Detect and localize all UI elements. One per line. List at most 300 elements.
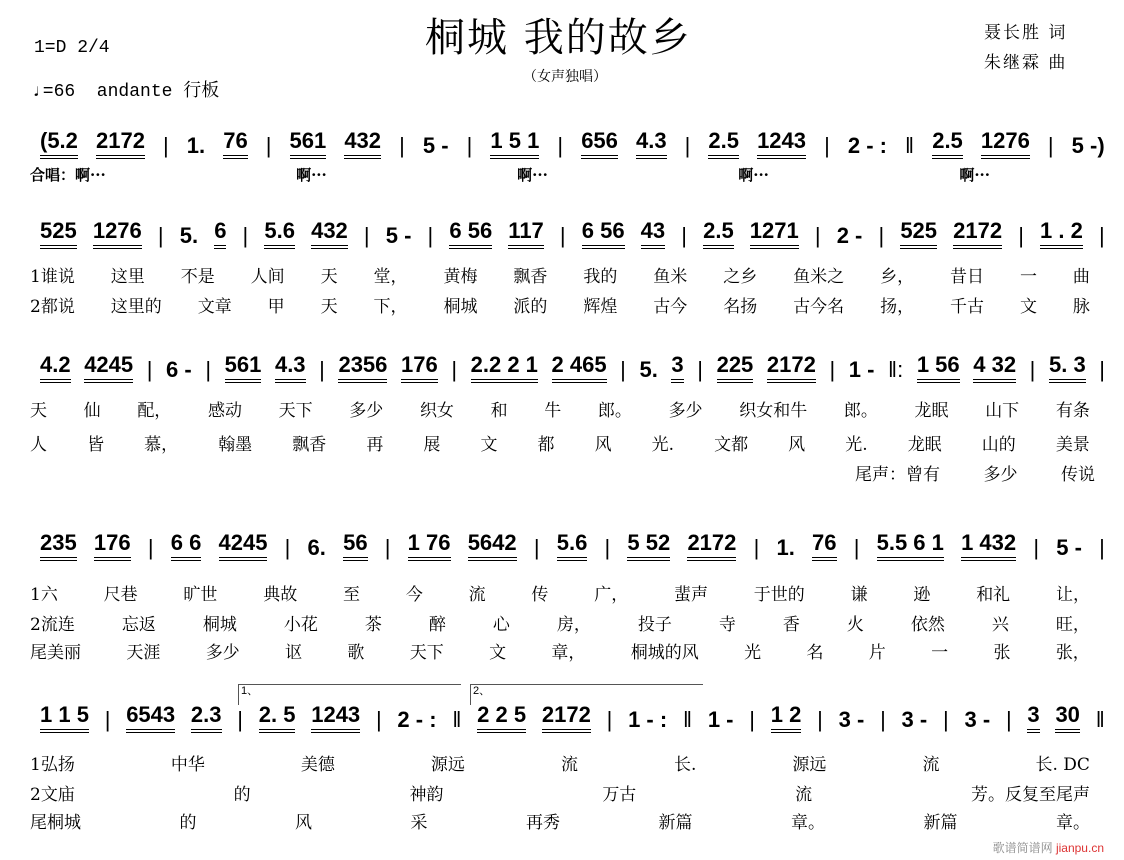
lyric-word: 源远 [430, 755, 465, 775]
lyric-word: 流 [560, 755, 578, 775]
lyric-word: 依然 [910, 615, 945, 635]
lyric-word: 1谁说 [30, 267, 75, 287]
lyric-word: 于世的 [753, 585, 805, 605]
note-group: 1243 [757, 128, 806, 159]
lyric-word: 茶 [364, 615, 382, 635]
lyric-word: 广， [594, 585, 629, 605]
note-group: 656 [581, 128, 618, 159]
note-group: 2172 [96, 128, 145, 159]
lyric-word: 人 [30, 435, 47, 455]
lyric-word: 山的 [981, 435, 1016, 455]
lyric-word: 啊··· [959, 166, 990, 184]
note-group: 561 [290, 128, 327, 159]
lyric-word: 甲 [267, 297, 285, 317]
note-group: 2. 5 [259, 702, 296, 733]
barline: | [684, 133, 691, 158]
barline: | [427, 223, 434, 248]
barline: | [1005, 707, 1012, 732]
lyric-word: 尾声：曾有 [855, 465, 940, 485]
lyric-word: 流 [468, 585, 486, 605]
lyrics-line [30, 292, 1090, 317]
lyric-word: 名 [806, 643, 824, 663]
barline: | [814, 223, 821, 248]
staff-line [40, 702, 1105, 733]
lyric-word: 天下 [409, 643, 444, 663]
lyric-word: 派的 [513, 297, 548, 317]
note-group: 5 52 [627, 530, 670, 561]
lyric-word: 长. DC [1035, 755, 1090, 775]
barline: | [147, 535, 154, 560]
lyric-word: 古今名 [793, 297, 845, 317]
note-group: 2172 [687, 530, 736, 561]
watermark-cn: 歌谱简谱网 [992, 841, 1053, 855]
staff-line [40, 218, 1105, 249]
note-group: 1 56 [917, 352, 960, 383]
note-group: 43 [641, 218, 665, 249]
lyric-word: 天 [320, 267, 338, 287]
lyric-word: 天 [30, 401, 47, 421]
note-group: 561 [225, 352, 262, 383]
barline: | [817, 707, 823, 732]
barline: | [205, 357, 212, 382]
lyric-word: 香 [782, 615, 800, 635]
barline: ‖: [888, 357, 904, 382]
note-group: 2 - : [847, 133, 887, 158]
barline: | [1047, 133, 1054, 158]
lyric-word: 文 [1019, 297, 1037, 317]
lyric-word: 啊··· [296, 166, 327, 184]
note-group: 4245 [84, 352, 133, 383]
lyric-word: 昔日 [950, 267, 985, 287]
barline: | [606, 707, 613, 732]
barline: | [557, 133, 564, 158]
note-group: 4 32 [973, 352, 1016, 383]
lyric-word: 2流连 [30, 615, 75, 635]
lyric-word: 传 [531, 585, 549, 605]
note-group: 3 [671, 352, 683, 383]
note-group: 76 [223, 128, 247, 159]
lyric-word: 的 [179, 813, 197, 833]
lyric-word: 今 [405, 585, 423, 605]
barline: | [466, 133, 473, 158]
lyric-word: 火 [846, 615, 864, 635]
lyric-word: 美德 [300, 755, 335, 775]
lyric-word: 谦 [850, 585, 868, 605]
lyric-word: 典故 [263, 585, 298, 605]
note-group: 2.2 2 1 [471, 352, 538, 383]
note-group: 6. [307, 535, 326, 560]
lyric-word: 这里 [110, 267, 145, 287]
lyric-word: 多少 [668, 401, 703, 421]
lyric-word: 合唱：啊··· [30, 166, 106, 184]
note-group: 235 [40, 530, 77, 561]
note-group: 4245 [219, 530, 268, 561]
note-group: 1 1 5 [40, 702, 89, 733]
note-group: 5. [179, 223, 199, 248]
barline: | [1099, 357, 1105, 382]
note-group: 176 [401, 352, 438, 383]
note-group: 1 5 1 [490, 128, 539, 159]
lyric-word: 脉 [1072, 297, 1090, 317]
barline: | [375, 707, 382, 732]
lyric-word: 郎。 [843, 401, 878, 421]
lyric-word: 桐城 [443, 297, 478, 317]
lyric-word: 千古 [950, 297, 985, 317]
note-group: 5 - [1056, 535, 1082, 560]
lyric-word: 尺巷 [103, 585, 138, 605]
note-group: 30 [1055, 702, 1079, 733]
barline: | [363, 223, 370, 248]
lyric-word: 名扬 [723, 297, 758, 317]
lyric-word: 飘香 [513, 267, 548, 287]
barline: | [384, 535, 391, 560]
lyric-word: 1弘扬 [30, 755, 75, 775]
lyric-word: 美景 [1055, 435, 1090, 455]
staff-line [40, 128, 1105, 159]
lyric-word: 织女和牛 [739, 401, 808, 421]
note-group: 6 6 [171, 530, 202, 561]
lyric-word: 1六 [30, 585, 58, 605]
lyric-word: 2文庙 [30, 785, 75, 805]
note-group: 2.5 [708, 128, 739, 159]
lyric-word: 多少 [983, 465, 1018, 485]
barline: | [533, 535, 540, 560]
note-group: 5 -) [1071, 133, 1105, 158]
note-group: 3 - [964, 707, 991, 732]
lyrics-line [30, 262, 1090, 287]
note-group: 1276 [93, 218, 142, 249]
note-group: 1 - : [628, 707, 668, 732]
barline: ‖ [905, 133, 915, 158]
barline: | [284, 535, 291, 560]
barline: | [604, 535, 611, 560]
lyric-word: 一 [931, 643, 949, 663]
note-group: 76 [812, 530, 836, 561]
lyric-word: 有条 [1055, 401, 1090, 421]
note-group: 5642 [468, 530, 517, 561]
lyric-word: 这里的 [110, 297, 162, 317]
lyric-word: 新篇 [923, 813, 958, 833]
note-group: 2356 [338, 352, 387, 383]
note-group: 56 [343, 530, 367, 561]
lyric-word: 织女 [419, 401, 454, 421]
lyric-word: 文都 [714, 435, 749, 455]
note-group: 5. [639, 357, 658, 382]
lyric-word: 文 [480, 435, 498, 455]
note-group: 1243 [311, 702, 360, 733]
note-group: 6 - [166, 357, 192, 382]
lyric-word: 的 [233, 785, 251, 805]
lyric-word: 郎。 [597, 401, 632, 421]
barline: | [1033, 535, 1040, 560]
barline: | [451, 357, 458, 382]
watermark-url: jianpu.cn [1055, 841, 1104, 855]
lyric-word: 光 [744, 643, 762, 663]
lyric-word: 风 [295, 813, 312, 833]
lyric-word: 新篇 [658, 813, 693, 833]
note-group: 2172 [767, 352, 816, 383]
barline: | [681, 223, 687, 248]
note-group: 2.3 [191, 702, 222, 733]
lyric-word: 配， [137, 401, 172, 421]
lyric-word: 鱼米之 [793, 267, 845, 287]
lyric-word: 章。 [791, 813, 825, 833]
barline: | [237, 707, 243, 732]
lyric-word: 一 [1019, 267, 1037, 287]
note-group: 2172 [953, 218, 1002, 249]
lyric-word: 之乡 [723, 267, 758, 287]
lyric-word: 风 [594, 435, 612, 455]
note-group: 1276 [981, 128, 1030, 159]
note-group: 4.2 [40, 352, 71, 383]
key-signature: 1=D 2/4 [34, 38, 110, 58]
barline: | [399, 133, 405, 158]
note-group: 2 2 5 [477, 702, 526, 733]
lyric-word: 章， [551, 643, 586, 663]
lyric-word: 片 [868, 643, 886, 663]
note-group: 5 - [385, 223, 412, 248]
barline: | [242, 223, 249, 248]
barline: | [1098, 223, 1105, 248]
volta-1 [238, 684, 461, 705]
note-group: 432 [311, 218, 348, 249]
lyric-word: 芳。反复至尾声 [970, 785, 1090, 805]
barline: | [319, 357, 325, 382]
lyric-word: 和礼 [976, 585, 1011, 605]
barline: | [853, 535, 860, 560]
lyric-word: 逊 [913, 585, 931, 605]
lyrics-line [30, 750, 1090, 775]
song-title: 桐城 我的故乡 [425, 15, 692, 61]
lyric-word: 古今 [653, 297, 688, 317]
lyric-word: 寺 [718, 615, 736, 635]
lyric-word: 尾美丽 [30, 643, 81, 663]
lyric-word: 桐城的风 [630, 643, 699, 663]
lyric-word: 天下 [278, 401, 313, 421]
lyric-word: 皆 [87, 435, 105, 455]
lyric-word: 都 [537, 435, 555, 455]
note-group: 5.5 6 1 [877, 530, 944, 561]
lyric-word: 让， [1055, 585, 1090, 605]
lyrics-line [30, 638, 1090, 663]
lyric-word: 旷世 [183, 585, 218, 605]
lyric-word: 中华 [170, 755, 205, 775]
barline: ‖ [452, 707, 462, 732]
lyric-word: 下， [373, 297, 408, 317]
barline: ‖ [1095, 707, 1105, 732]
note-group: 4.3 [275, 352, 306, 383]
note-group: 3 [1027, 702, 1039, 733]
barline: | [753, 535, 760, 560]
lyric-word: 文 [489, 643, 507, 663]
lyric-word: 小花 [283, 615, 318, 635]
lyric-word: 感动 [207, 401, 242, 421]
lyric-word: 龙眠 [907, 435, 942, 455]
barline: | [697, 357, 703, 382]
barline: | [1099, 535, 1105, 560]
lyric-word: 源远 [792, 755, 827, 775]
lyric-word: 歌 [347, 643, 365, 663]
note-group: 432 [344, 128, 381, 159]
lyric-word: 张 [993, 643, 1011, 663]
lyric-word: 慕， [144, 435, 179, 455]
lyric-word: 至 [343, 585, 361, 605]
note-group: 2 - : [397, 707, 437, 732]
staff-line [40, 530, 1105, 561]
note-group: 1 76 [408, 530, 451, 561]
lyric-word: 万古 [602, 785, 637, 805]
volta-2 [470, 684, 703, 705]
lyric-word: 和 [490, 401, 508, 421]
barline: | [163, 133, 169, 158]
lyric-word: 仙 [83, 401, 101, 421]
lyric-word: 心 [492, 615, 510, 635]
lyric-word: 山下 [985, 401, 1020, 421]
barline: | [829, 357, 836, 382]
lyric-word: 再秀 [526, 813, 560, 833]
lyric-word: 章。 [1056, 813, 1090, 833]
lyric-word: 翰墨 [218, 435, 253, 455]
lyric-word: 再 [366, 435, 384, 455]
lyric-word: 不是 [180, 267, 215, 287]
lyric-word: 堂， [373, 267, 408, 287]
note-group: 1271 [750, 218, 799, 249]
lyric-word: 忘返 [121, 615, 156, 635]
note-group: 176 [94, 530, 131, 561]
lyric-word: 2都说 [30, 297, 75, 317]
note-group: 2.5 [703, 218, 734, 249]
lyric-word: 光. [845, 435, 868, 455]
note-group: 1 432 [961, 530, 1016, 561]
note-group: 1. [186, 133, 206, 158]
lyric-word: 流 [795, 785, 813, 805]
lyric-word: 辉煌 [583, 297, 618, 317]
lyric-word: 人间 [250, 267, 285, 287]
barline: | [265, 133, 272, 158]
note-group: 2 - [836, 223, 863, 248]
note-group: 5 - [422, 133, 449, 158]
lyric-word: 讴 [285, 643, 303, 663]
lyric-word: 光. [651, 435, 675, 455]
barline: | [620, 357, 626, 382]
lyric-word: 神韵 [409, 785, 444, 805]
note-group: 6543 [126, 702, 175, 733]
note-group: 1 - [707, 707, 734, 732]
note-group: 525 [40, 218, 77, 249]
barline: | [1018, 223, 1024, 248]
lyric-word: 扬， [880, 297, 915, 317]
lyric-word: 乡， [880, 267, 915, 287]
lyric-word: 传说 [1061, 465, 1095, 485]
lyric-word: 投子 [637, 615, 672, 635]
barline: ‖ [682, 707, 693, 732]
lyric-word: 采 [410, 813, 428, 833]
lyric-word: 我的 [583, 267, 618, 287]
volta-label: 1、 [241, 685, 259, 697]
note-group: 3 - [901, 707, 928, 732]
barline: | [878, 223, 885, 248]
note-group: (5.2 [40, 128, 78, 159]
note-group: 1 2 [771, 702, 802, 733]
lyric-word: 文章 [197, 297, 232, 317]
note-group: 2172 [542, 702, 591, 733]
lyrics-line [30, 580, 1090, 605]
lyrics-line [30, 610, 1090, 635]
lyric-word: 张， [1055, 643, 1090, 663]
lyrics-line [30, 164, 990, 185]
composer-credit: 朱继霖 曲 [984, 53, 1068, 73]
lyrics-line [30, 430, 1090, 455]
note-group: 2.5 [932, 128, 963, 159]
note-group: 1 . 2 [1040, 218, 1083, 249]
note-group: 5. 3 [1049, 352, 1086, 383]
lyric-word: 龙眠 [914, 401, 949, 421]
lyrics-line [30, 780, 1090, 805]
lyricist-credit: 聂长胜 词 [984, 23, 1068, 43]
lyric-word: 房， [556, 615, 591, 635]
note-group: 2 465 [552, 352, 607, 383]
lyric-word: 兴 [991, 615, 1009, 635]
barline: | [146, 357, 153, 382]
lyric-word: 蜚声 [674, 585, 708, 605]
note-group: 225 [717, 352, 754, 383]
lyric-word: 流 [922, 755, 940, 775]
lyric-word: 鱼米 [653, 267, 688, 287]
note-group: 1. [776, 535, 795, 560]
lyric-word: 天涯 [126, 643, 161, 663]
lyric-word: 啊··· [517, 166, 548, 184]
note-group: 3 - [838, 707, 865, 732]
note-group: 6 [214, 218, 226, 249]
barline: | [1029, 357, 1036, 382]
note-group: 4.3 [636, 128, 667, 159]
lyric-word: 牛 [544, 401, 562, 421]
note-group: 117 [508, 218, 544, 249]
note-group: 6 56 [449, 218, 492, 249]
lyric-word: 桐城 [202, 615, 237, 635]
lyrics-line [855, 460, 1095, 485]
note-group: 5.6 [557, 530, 588, 561]
tempo-marking: ♩=66 andante 行板 [32, 82, 220, 102]
lyric-word: 展 [423, 435, 441, 455]
lyric-word: 风 [788, 435, 806, 455]
barline: | [943, 707, 949, 732]
barline: | [880, 707, 886, 732]
lyric-word: 啊··· [738, 166, 769, 184]
note-group: 525 [900, 218, 937, 249]
lyrics-line [30, 396, 1090, 421]
lyric-word: 曲 [1072, 267, 1090, 287]
barline: | [104, 707, 111, 732]
note-group: 5.6 [264, 218, 295, 249]
lyric-word: 黄梅 [443, 267, 478, 287]
lyric-word: 尾桐城 [30, 813, 81, 833]
lyric-word: 旺， [1055, 615, 1090, 635]
barline: | [559, 223, 566, 248]
lyric-word: 飘香 [292, 435, 327, 455]
staff-line [40, 352, 1105, 383]
barline: | [157, 223, 164, 248]
lyric-word: 醉 [428, 615, 446, 635]
lyrics-line [30, 808, 1090, 833]
lyric-word: 多少 [349, 401, 384, 421]
barline: | [749, 707, 755, 732]
watermark [993, 839, 1104, 856]
lyric-word: 多少 [205, 643, 240, 663]
volta-label: 2、 [473, 685, 491, 697]
note-group: 6 56 [582, 218, 625, 249]
barline: | [824, 133, 830, 158]
